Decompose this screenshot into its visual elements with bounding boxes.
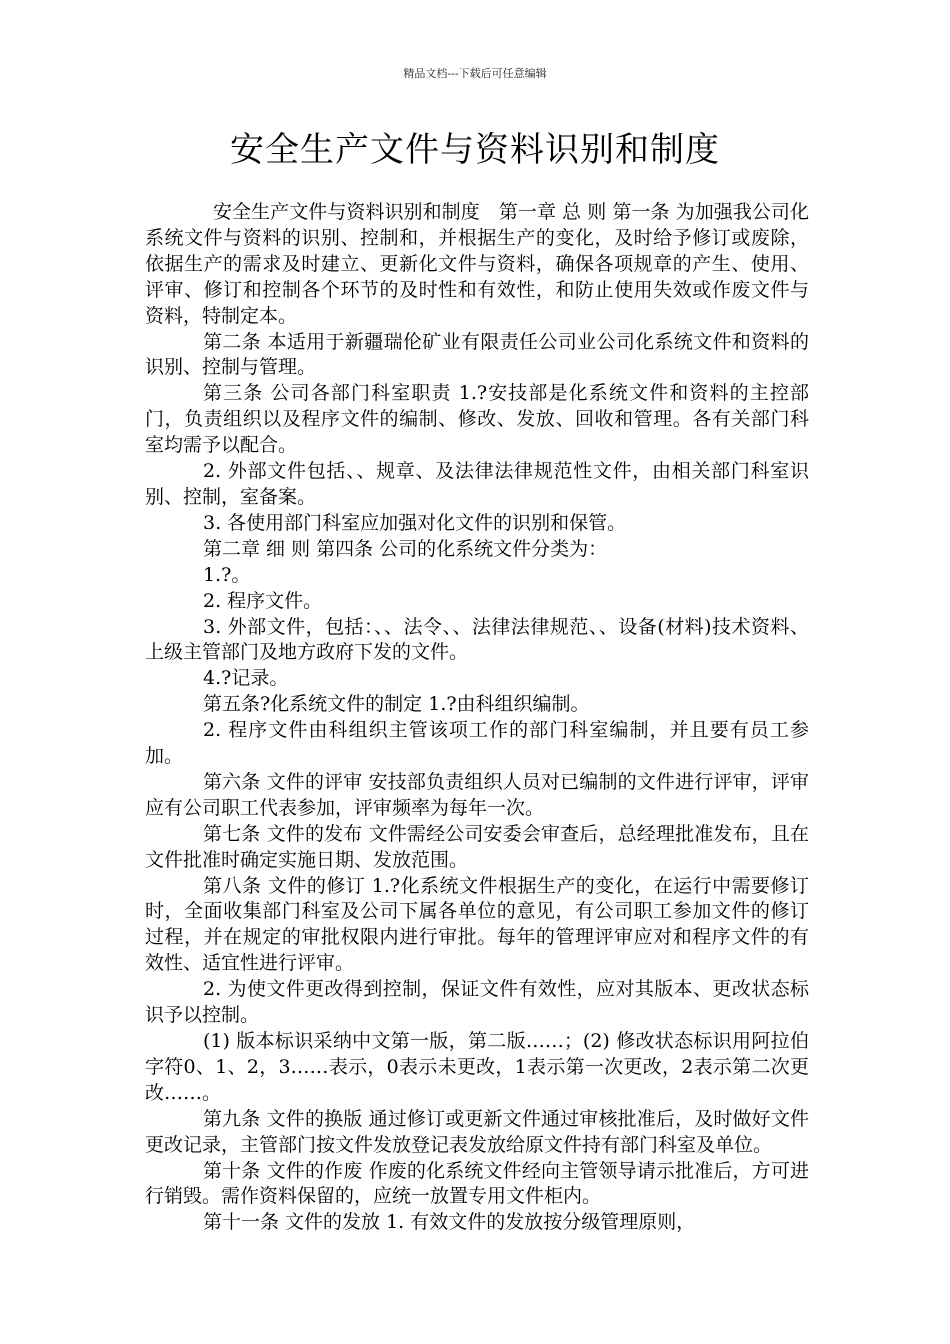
paragraph: 第二条 本适用于新疆瑞伦矿业有限责任公司业公司化系统文件和资料的识别、控制与管理。: [145, 330, 809, 379]
paragraph: 3. 外部文件，包括：、、法令、、法律法律规范、、设备(材料)技术资料、上级主管部门及地方政府下发的文件。: [145, 615, 809, 664]
header-note: 精品文档---下载后可任意编辑: [403, 67, 547, 80]
document-body: [145, 200, 809, 1236]
paragraph: 3. 各使用部门科室应加强对化文件的识别和保管。: [203, 511, 627, 534]
paragraph: 1.?。: [203, 563, 251, 586]
paragraph: 第五条?化系统文件的制定 1.?由科组织编制。: [203, 693, 590, 716]
paragraph: 2. 程序文件。: [203, 589, 323, 612]
paragraph: 第三条 公司各部门科室职责 1.?安技部是化系统文件和资料的主控部门，负责组织以及程序文件的编制、修改、发放、回收和管理。各有关部门科室均需予以配合。: [145, 382, 809, 457]
document-title: 安全生产文件与资料识别和制度: [230, 130, 720, 170]
paragraph: 第九条 文件的换版 通过修订或更新文件通过审核批准后，及时做好文件更改记录，主管部门按文件发放登记表发放给原文件持有部门科室及单位。: [145, 1107, 809, 1156]
paragraph: 第二章 细 则 第四条 公司的化系统文件分类为：: [203, 537, 608, 560]
paragraph: 2. 程序文件由科组织主管该项工作的部门科室编制，并且要有员工参加。: [145, 719, 809, 768]
paragraph: 安全生产文件与资料识别和制度 第一章 总 则 第一条 为加强我公司化系统文件与资料的识别、控制和，并根据生产的变化，及时给予修订或废除，依据生产的需求及时建立、更新化文件与资料，确保各项规章的产生、使用、评审、修订和控制各个环节的及时性和有效性，和防止使用失效或作废文件与资料，特制定本。: [145, 201, 809, 327]
paragraph: 4.?记录。: [203, 667, 289, 690]
paragraph: 第六条 文件的评审 安技部负责组织人员对已编制的文件进行评审，评审应有公司职工代表参加，评审频率为每年一次。: [145, 770, 809, 819]
paragraph: 第八条 文件的修订 1.?化系统文件根据生产的变化，在运行中需要修订时，全面收集部门科室及公司下属各单位的意见，有公司职工参加文件的修订过程，并在规定的审批权限内进行审批。每年的管理评审应对和程序文件的有效性、适宜性进行评审。: [145, 874, 809, 975]
paragraph: 2. 外部文件包括、、规章、及法律法律规范性文件，由相关部门科室识别、控制，室备案。: [145, 460, 809, 508]
paragraph: 第十条 文件的作废 作废的化系统文件经向主管领导请示批准后，方可进行销毁。需作资料保留的，应统一放置专用文件柜内。: [145, 1159, 809, 1208]
paragraph: (1) 版本标识采纳中文第一版，第二版……；(2) 修改状态标识用阿拉伯字符0、1、2，3……表示，0表示未更改，1表示第一次更改，2表示第二次更改……。: [145, 1030, 809, 1104]
paragraph: 2. 为使文件更改得到控制，保证文件有效性，应对其版本、更改状态标识予以控制。: [145, 978, 809, 1027]
paragraph: 第七条 文件的发布 文件需经公司安委会审查后，总经理批准发布，且在文件批准时确定实施日期、发放范围。: [145, 822, 809, 871]
paragraph: 第十一条 文件的发放 1. 有效文件的发放按分级管理原则，: [203, 1211, 696, 1234]
